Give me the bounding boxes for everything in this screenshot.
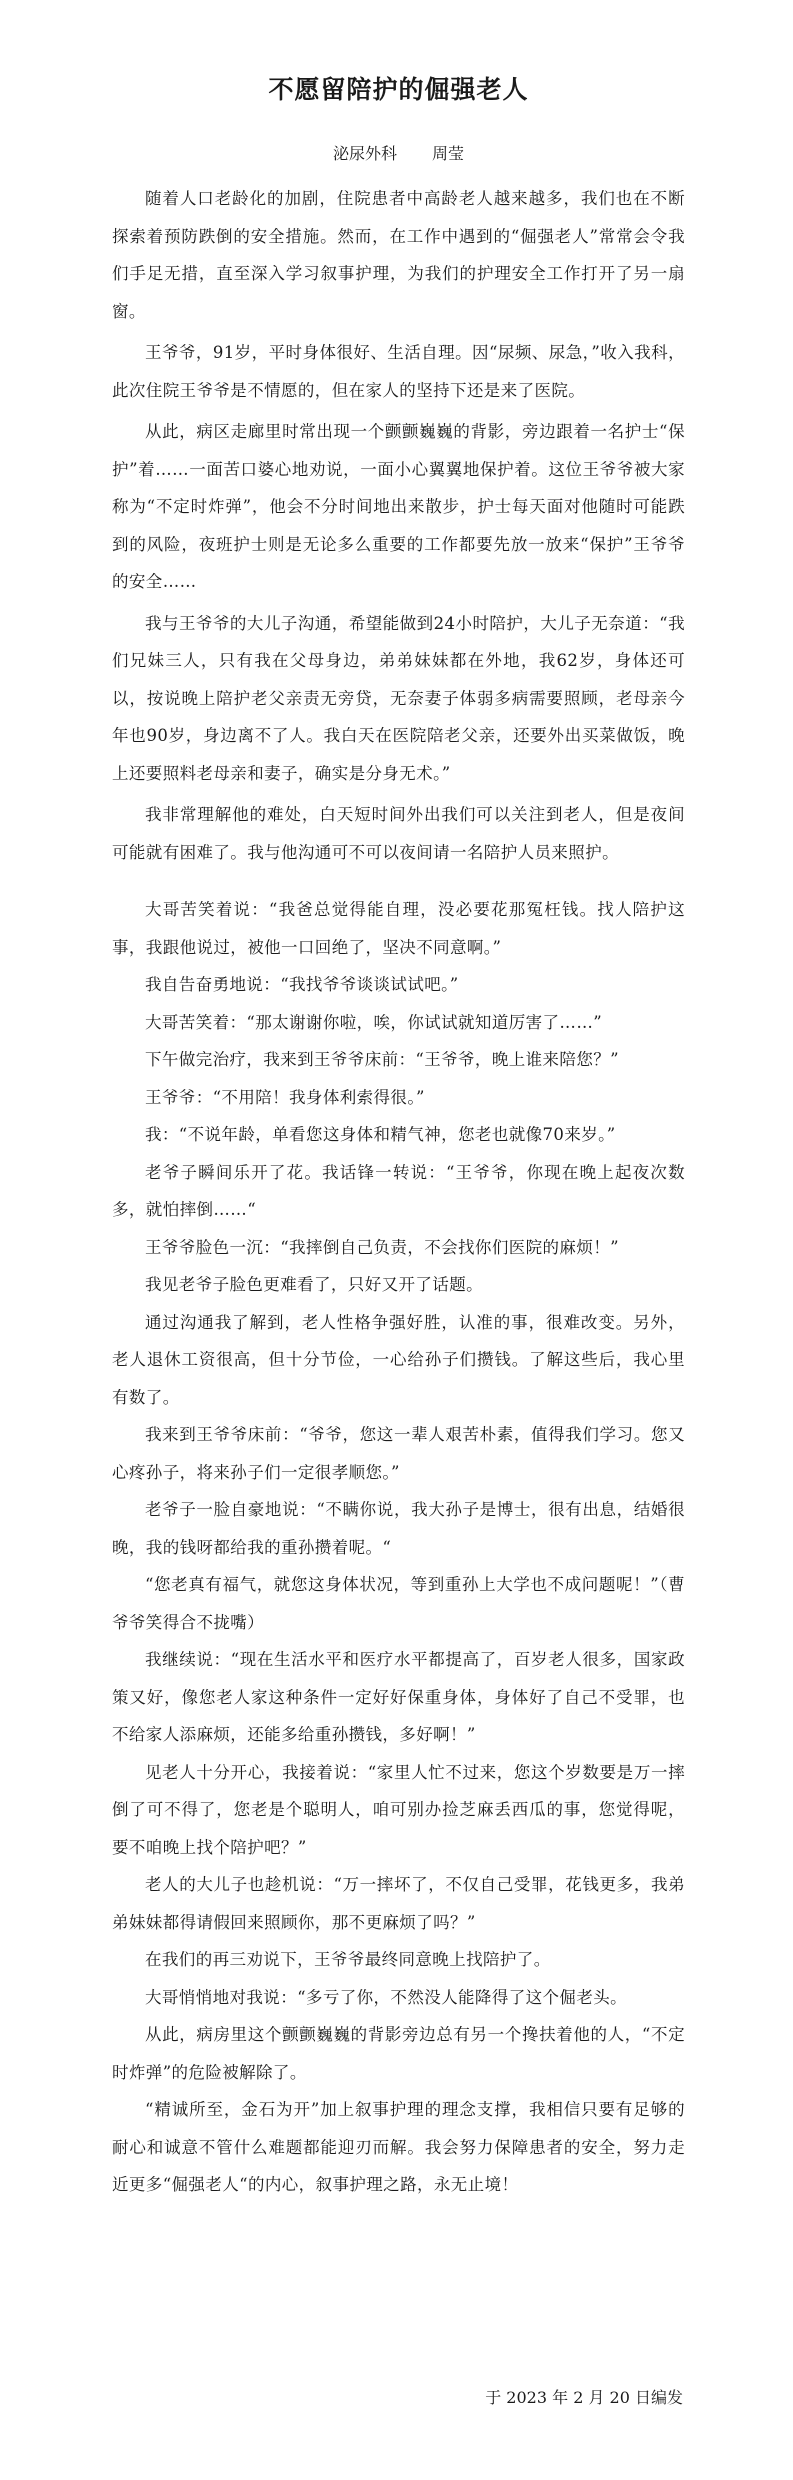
paragraph-dialog: 老爷子一脸自豪地说：“不瞒你说，我大孙子是博士，很有出息，结婚很晚，我的钱呀都给我的重孙攒着呢。“ <box>112 1500 685 1557</box>
paragraph-dialog: 下午做完治疗，我来到王爷爷床前：“王爷爷，晚上谁来陪您？” <box>145 1050 619 1069</box>
paragraph-dialog: 在我们的再三劝说下，王爷爷最终同意晚上找陪护了。 <box>145 1950 551 1969</box>
paragraph-corridor: 从此，病区走廊里时常出现一个颤颤巍巍的背影，旁边跟着一名护士“保护”着……一面苦口婆心地劝说，一面小心翼翼地保护着。这位王爷爷被大家称为“不定时炸弹”，他会不分时间地出来散步，护士每天面对他随时可能跌到的风险，夜班护士则是无论多么重要的工作都要先放一放来“保护”王爷爷的安全…… <box>112 422 685 591</box>
paragraph-dialog: 我来到王爷爷床前：“爷爷，您这一辈人艰苦朴素，值得我们学习。您又心疼孙子，将来孙子们一定很孝顺您。” <box>112 1425 685 1482</box>
paragraph-dialog: 我继续说：“现在生活水平和医疗水平都提高了，百岁老人很多，国家政策又好，像您老人家这种条件一定好好保重身体，身体好了自己不受罪，也不给家人添麻烦，还能多给重孙攒钱，多好啊！” <box>112 1650 685 1744</box>
paragraph-understanding: 我非常理解他的难处，白天短时间外出我们可以关注到老人，但是夜间可能就有困难了。我与他沟通可不可以夜间请一名陪护人员来照护。 <box>112 805 685 862</box>
paragraph-dialog: 王爷爷脸色一沉：“我摔倒自己负责，不会找你们医院的麻烦！” <box>145 1237 619 1257</box>
paragraph-dialog: 大哥悄悄地对我说：“多亏了你，不然没人能降得了这个倔老头。 <box>145 1987 628 2007</box>
author-department: 泌尿外科 <box>332 144 397 163</box>
paragraph-dialog: 老人的大儿子也趁机说：“万一摔坏了，不仅自己受罪，花钱更多，我弟弟妹妹都得请假回来照顾你，那不更麻烦了吗？” <box>112 1875 685 1932</box>
byline <box>112 142 685 166</box>
paragraph-conclusion: “精诚所至，金石为开”加上叙事护理的理念支撑，我相信只要有足够的耐心和诚意不管什么难题都能迎刃而解。我会努力保障患者的安全，努力走近更多“倔强老人“的内心，叙事护理之路，永无止境！ <box>112 2100 685 2194</box>
paragraph-dialog: 我见老爷子脸色更难看了，只好又开了话题。 <box>145 1275 483 1294</box>
paragraph-dialog: 见老人十分开心，我接着说：“家里人忙不过来，您这个岁数要是万一摔倒了可不得了，您老是个聪明人，咱可别办捡芝麻丢西瓜的事，您觉得呢，要不咱晚上找个陪护吧？” <box>112 1762 685 1857</box>
article-title: 不愿留陪护的倔强老人 <box>268 75 529 104</box>
paragraph-dialog: 王爷爷：“不用陪！我身体利索得很。” <box>145 1087 425 1107</box>
paragraph-dialog: “您老真有福气，就您这身体状况，等到重孙上大学也不成问题呢！”（曹爷爷笑得合不拢嘴） <box>112 1575 685 1632</box>
author-name: 周莹 <box>432 144 465 163</box>
publish-date: 于 2023 年 2 月 20 日编发 <box>485 2388 683 2407</box>
paragraph-patient: 王爷爷，91岁，平时身体很好、生活自理。因“尿频、尿急，”收入我科，此次住院王爷爷是不情愿的，但在家人的坚持下还是来了医院。 <box>112 343 685 400</box>
paragraph-outcome: 从此，病房里这个颤颤巍巍的背影旁边总有另一个搀扶着他的人，“不定时炸弹”的危险被解除了。 <box>112 2025 685 2082</box>
paragraph-dialog: 大哥苦笑着：“那太谢谢你啦，唉，你试试就知道厉害了……” <box>145 1012 603 1032</box>
paragraph-dialog: 我自告奋勇地说：“我找爷爷谈谈试试吧。” <box>145 975 459 994</box>
paragraph-son-talk: 我与王爷爷的大儿子沟通，希望能做到24小时陪护，大儿子无奈道：“我们兄妹三人，只有我在父母身边，弟弟妹妹都在外地，我62岁，身体还可以，按说晚上陪护老父亲责无旁贷，无奈妻子体弱多病需要照顾，老母亲今年也90岁，身边离不了人。我白天在医院陪老父亲，还要外出买菜做饭，晚上还要照料老母亲和妻子，确实是分身无术。” <box>112 613 685 783</box>
paragraph-dialog: 通过沟通我了解到，老人性格争强好胜，认准的事，很难改变。另外，老人退休工资很高，但十分节俭，一心给孙子们攒钱。了解这些后，我心里有数了。 <box>112 1312 685 1407</box>
paragraph-dialog: 老爷子瞬间乐开了花。我话锋一转说：“王爷爷，你现在晚上起夜次数多，就怕摔倒……“ <box>112 1162 685 1219</box>
paragraph-dialog: 大哥苦笑着说：“我爸总觉得能自理，没必要花那冤枉钱。找人陪护这事，我跟他说过，被他一口回绝了，坚决不同意啊。” <box>112 900 685 957</box>
paragraph-intro: 随着人口老龄化的加剧，住院患者中高龄老人越来越多，我们也在不断探索着预防跌倒的安全措施。然而，在工作中遇到的“倔强老人”常常会令我们手足无措，直至深入学习叙事护理，为我们的护理安全工作打开了另一扇窗。 <box>112 189 685 321</box>
paragraph-dialog: 我：“不说年龄，单看您这身体和精气神，您老也就像70来岁。” <box>145 1125 616 1144</box>
